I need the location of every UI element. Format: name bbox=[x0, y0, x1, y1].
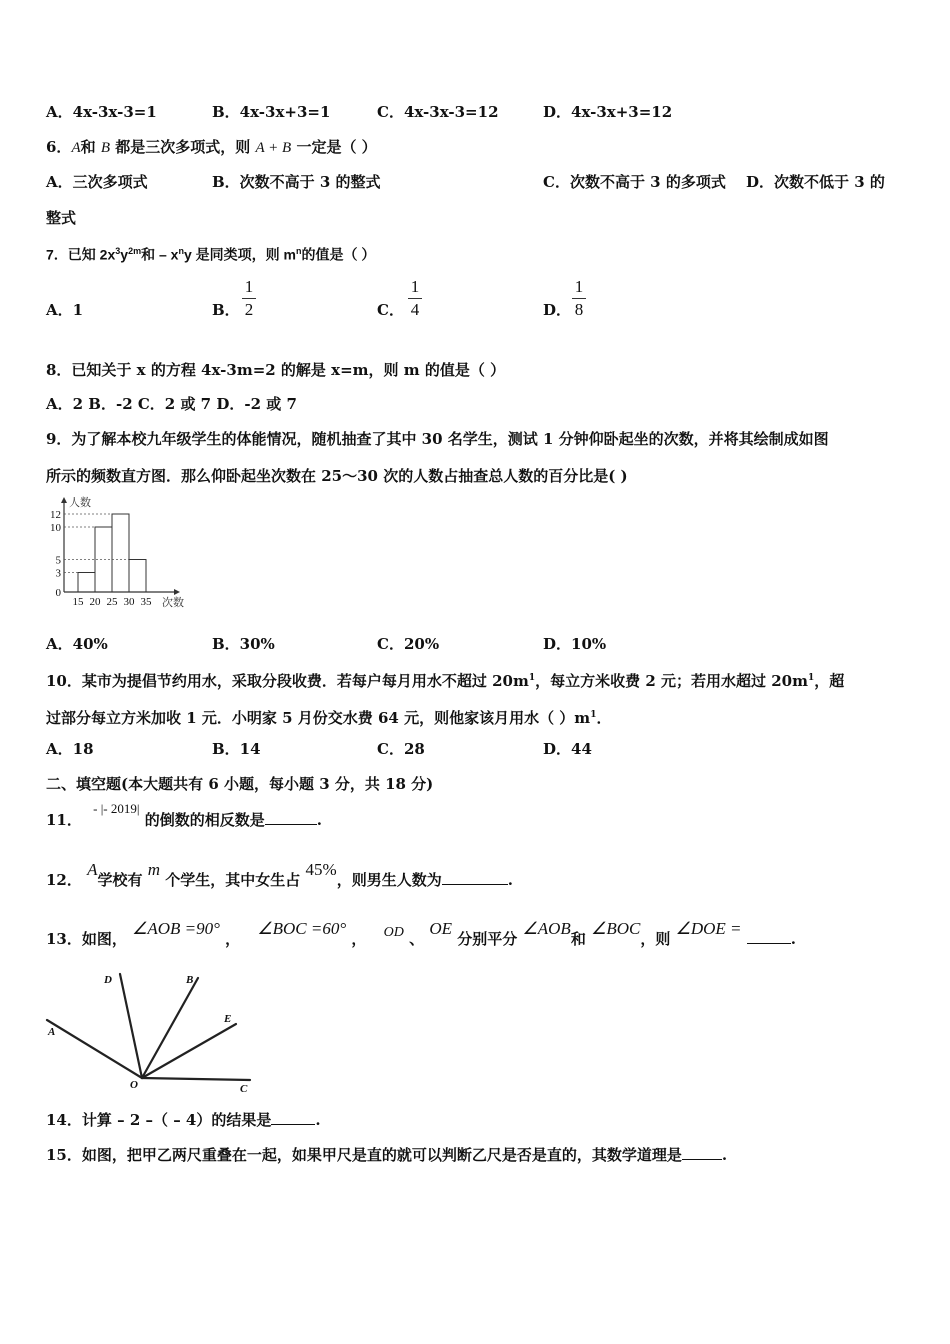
q7-frac-b-num: 1 bbox=[244, 277, 254, 296]
q13-angle-doe: ∠DOE = bbox=[675, 919, 742, 938]
q13-comma-1: ， bbox=[225, 930, 241, 948]
q10-option-b: B．14 bbox=[212, 740, 261, 758]
label-c: C bbox=[240, 1083, 248, 1095]
q13-and: 和 bbox=[570, 930, 586, 948]
histogram-bar bbox=[129, 560, 146, 593]
histogram-bar bbox=[78, 573, 95, 593]
q7-post: y 是同类项，则 m bbox=[183, 246, 296, 263]
q12-text-1: 学校有 bbox=[97, 871, 143, 889]
q13-oe: OE bbox=[429, 919, 453, 938]
q10-part-1: 10．某市为提倡节约用水，采取分段收费．若每户每月用水不超过 20m bbox=[46, 672, 529, 690]
q6-var-a: A bbox=[71, 140, 81, 156]
q12-answer-blank[interactable] bbox=[442, 884, 508, 885]
q13-angle-boc: ∠BOC bbox=[591, 919, 641, 938]
question-12 bbox=[46, 860, 513, 890]
q12-percent: 45% bbox=[305, 860, 337, 879]
label-e: E bbox=[224, 1013, 232, 1025]
q7-fraction-c bbox=[408, 278, 422, 319]
q9-option-a: A．40% bbox=[46, 635, 108, 653]
q6-option-c: C．次数不高于 3 的多项式 bbox=[543, 173, 726, 191]
q7-sup-3: n bbox=[178, 246, 184, 256]
q13-text-2: ，则 bbox=[640, 930, 671, 948]
q5-option-b: B．4x-3x+3=1 bbox=[212, 103, 331, 121]
question-10-line-2 bbox=[46, 705, 611, 728]
x-tick-label: 25 bbox=[106, 596, 118, 608]
q7-frac-d-den: 8 bbox=[574, 300, 584, 319]
q5-option-d: D．4x-3x+3=12 bbox=[543, 103, 673, 121]
q9-option-c: C．20% bbox=[377, 635, 440, 653]
question-13 bbox=[46, 919, 796, 951]
q7-y: y bbox=[120, 246, 129, 263]
q10-sup-1: 1 bbox=[528, 673, 536, 683]
x-tick-label: 20 bbox=[89, 596, 101, 608]
q12-end: . bbox=[507, 871, 513, 889]
label-a: A bbox=[48, 1026, 56, 1038]
q10-option-d: D．44 bbox=[543, 740, 592, 758]
q11-expression: - |- 2019| bbox=[93, 801, 140, 816]
q11-end: . bbox=[316, 811, 322, 829]
q7-pre: 7．已知 2x bbox=[46, 246, 116, 263]
q13-separator: 、 bbox=[409, 930, 425, 948]
question-9-line-1: 9．为了解本校九年级学生的体能情况，随机抽查了其中 30 名学生，测试 1 分钟仰卧起坐的次数，并将其绘制成如图 bbox=[46, 430, 829, 448]
y-tick-label: 0 bbox=[55, 587, 61, 599]
q12-text-3: ，则男生人数为 bbox=[336, 871, 442, 889]
q7-option-c: C． bbox=[377, 301, 404, 319]
q7-fraction-b bbox=[242, 278, 256, 319]
question-15 bbox=[46, 1145, 727, 1165]
q12-text-2: 个学生，其中女生占 bbox=[165, 871, 301, 889]
q13-number: 13．如图， bbox=[46, 930, 127, 948]
q7-sup-1: 3 bbox=[115, 246, 121, 256]
q10-line-2b: ． bbox=[596, 709, 612, 727]
q7-option-d: D． bbox=[543, 301, 572, 319]
q10-sup-3: 1 bbox=[590, 710, 597, 720]
q15-end: . bbox=[721, 1146, 728, 1164]
q13-expr-boc: ∠BOC =60° bbox=[257, 919, 347, 938]
q13-expr-aob: ∠AOB =90° bbox=[132, 919, 220, 938]
q10-option-a: A．18 bbox=[46, 740, 94, 758]
q13-end: . bbox=[790, 930, 796, 948]
q12-var-a: A bbox=[87, 860, 98, 879]
q6-tail: 一定是（ ） bbox=[296, 138, 377, 156]
q14-end: . bbox=[315, 1111, 321, 1129]
q11-number: 11． bbox=[46, 811, 82, 829]
question-11 bbox=[46, 801, 322, 831]
q6-and: 和 bbox=[80, 138, 96, 156]
x-tick-label: 15 bbox=[72, 596, 84, 608]
q10-line-2a: 过部分每立方米加收 1 元．小明家 5 月份交水费 64 元，则他家该月用水（ ）m bbox=[46, 709, 591, 727]
q7-sup-4: n bbox=[295, 246, 302, 256]
label-d: D bbox=[104, 974, 112, 986]
q10-sup-2: 1 bbox=[807, 673, 815, 683]
q10-part-2: ，每立方米收费 2 元；若用水超过 20m bbox=[535, 672, 808, 690]
q7-fraction-d bbox=[572, 278, 586, 319]
q5-option-a: A．4x-3x-3=1 bbox=[46, 103, 157, 121]
q6-mid: 都是三次多项式，则 bbox=[115, 138, 251, 156]
q15-text: 15．如图，把甲乙两尺重叠在一起，如果甲尺是直的就可以判断乙尺是否是直的，其数学道理是 bbox=[46, 1146, 682, 1164]
q11-answer-blank[interactable] bbox=[265, 824, 317, 825]
q13-answer-blank[interactable] bbox=[747, 943, 791, 944]
q9-option-d: D．10% bbox=[543, 635, 607, 653]
y-tick-label: 5 bbox=[55, 554, 61, 567]
histogram-chart bbox=[40, 494, 200, 614]
q7-frac-d-num: 1 bbox=[574, 277, 584, 296]
q7-frac-b-den: 2 bbox=[244, 300, 254, 319]
angle-figure bbox=[44, 970, 260, 1096]
section-2-heading: 二、填空题(本大题共有 6 小题，每小题 3 分，共 18 分) bbox=[46, 775, 434, 793]
q13-text-1: 分别平分 bbox=[457, 930, 518, 948]
q6-option-b: B．次数不高于 3 的整式 bbox=[212, 173, 381, 191]
x-axis-label: 次数 bbox=[162, 596, 184, 609]
q11-tail: 的倒数的相反数是 bbox=[144, 811, 265, 829]
q15-answer-blank[interactable] bbox=[682, 1159, 722, 1160]
y-axis-label: 人数 bbox=[69, 496, 91, 509]
q7-sup-2: 2m bbox=[128, 246, 142, 256]
ray-oa bbox=[47, 1020, 142, 1078]
y-tick-label: 12 bbox=[50, 509, 61, 521]
x-tick-label: 30 bbox=[123, 596, 135, 608]
question-9-line-2: 所示的频数直方图．那么仰卧起坐次数在 25～30 次的人数占抽查总人数的百分比是( ) bbox=[46, 467, 628, 485]
q8-options: A．2 B．-2 C．2 或 7 D．-2 或 7 bbox=[46, 395, 297, 413]
q7-tail: 的值是（ ） bbox=[301, 246, 376, 263]
label-b: B bbox=[186, 974, 194, 986]
q7-frac-c-den: 4 bbox=[410, 300, 420, 319]
question-14 bbox=[46, 1110, 321, 1130]
q13-od: OD bbox=[383, 925, 404, 940]
q13-angle-aob: ∠AOB bbox=[522, 919, 571, 938]
question-6 bbox=[46, 137, 377, 158]
q6-option-d-wrap: 整式 bbox=[46, 209, 77, 227]
q6-number: 6． bbox=[46, 138, 72, 156]
x-tick-label: 35 bbox=[140, 596, 152, 608]
q10-option-c: C．28 bbox=[377, 740, 425, 758]
q6-option-a: A．三次多项式 bbox=[46, 173, 148, 191]
q14-text: 14．计算 – 2 –（ – 4）的结果是 bbox=[46, 1111, 272, 1129]
y-axis-arrow bbox=[61, 497, 67, 503]
q12-number: 12． bbox=[46, 871, 82, 889]
q6-var-b: B bbox=[100, 140, 111, 156]
ray-oc bbox=[142, 1078, 250, 1080]
q6-option-d: D．次数不低于 3 的 bbox=[746, 173, 885, 191]
histogram-bar bbox=[112, 514, 129, 592]
q7-mid: 和 – x bbox=[141, 246, 179, 263]
question-10-line-1 bbox=[46, 668, 844, 691]
q14-answer-blank[interactable] bbox=[271, 1124, 315, 1125]
q5-option-c: C．4x-3x-3=12 bbox=[377, 103, 499, 121]
q12-var-m: m bbox=[147, 860, 161, 879]
label-o: O bbox=[130, 1079, 138, 1091]
q7-option-a: A．1 bbox=[46, 301, 84, 319]
question-7 bbox=[46, 241, 375, 265]
q9-option-b: B．30% bbox=[212, 635, 275, 653]
question-8: 8．已知关于 x 的方程 4x-3m=2 的解是 x=m，则 m 的值是（ ） bbox=[46, 361, 506, 379]
q13-comma-2: ， bbox=[351, 930, 367, 948]
q10-part-3: ，超 bbox=[814, 672, 845, 690]
y-tick-label: 3 bbox=[55, 567, 61, 580]
y-tick-label: 10 bbox=[50, 522, 61, 534]
ray-od bbox=[120, 974, 142, 1078]
q7-frac-c-num: 1 bbox=[410, 277, 420, 296]
q7-option-b: B． bbox=[212, 301, 240, 319]
x-axis-arrow bbox=[174, 589, 180, 595]
q6-expr: A + B bbox=[255, 140, 292, 156]
